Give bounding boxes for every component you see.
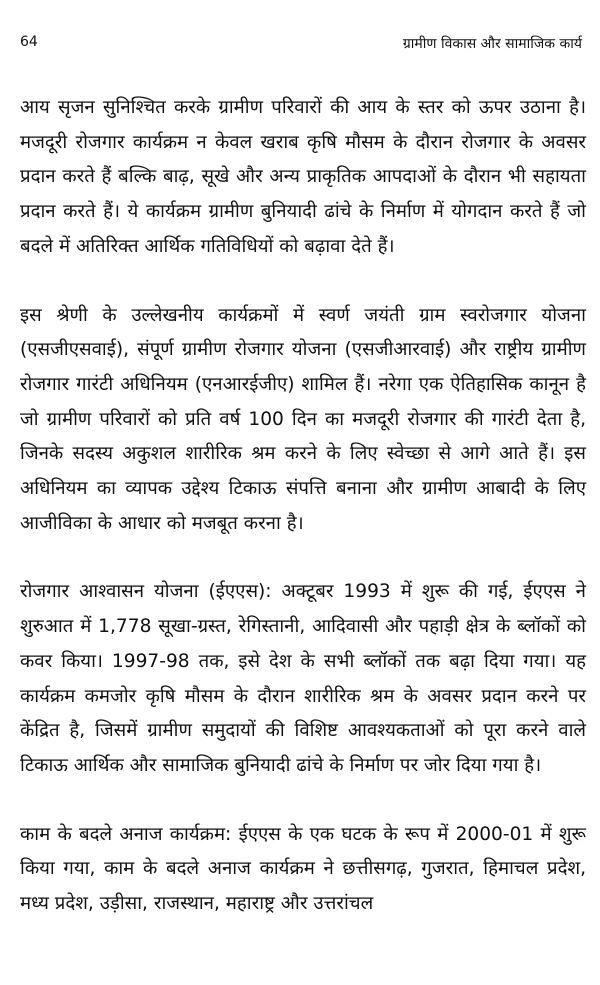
page-number: 64: [20, 34, 38, 50]
body-text: [20, 91, 586, 922]
paragraph-food-for-work: काम के बदले अनाज कार्यक्रम: ईएएस के एक घटक के रूप में 2000-01 में शुरू किया गया, काम के बदले अनाज कार्यक्रम ने छत्तीसगढ़, गुजरात, हिमाचल प्रदेश, मध्य प्रदेश, उड़ीसा, राजस्थान, महाराष्ट्र और उत्तरांचल: [20, 823, 586, 915]
paragraph-wage-employment: आय सृजन सुनिश्चित करके ग्रामीण परिवारों की आय के स्तर को ऊपर उठाना है। मजदूरी रोजगार कार्यक्रम न केवल खराब कृषि मौसम के दौरान रोजगार के अवसर प्रदान करते हैं बल्कि बाढ़, सूखे और अन्य प्राकृतिक आपदाओं के दौरान भी सहायता प्रदान करते हैं। ये कार्यक्रम ग्रामीण बुनियादी ढांचे के निर्माण में योगदान करते हैं जो बदले में अतिरिक्त आर्थिक गतिविधियों को बढ़ावा देते हैं।: [20, 97, 586, 257]
running-head: ग्रामीण विकास और सामाजिक कार्य: [402, 36, 582, 52]
page-header: [20, 34, 582, 54]
paragraph-eas: रोजगार आश्वासन योजना (ईएएस): अक्टूबर 1993 में शुरू की गई, ईएएस ने शुरुआत में 1,778 सूखा-ग्रस्त, रेगिस्तानी, आदिवासी और पहाड़ी क्षेत्र के ब्लॉकों को कवर किया। 1997-98 तक, इसे देश के सभी ब्लॉकों तक बढ़ा दिया गया। यह कार्यक्रम कमजोर कृषि मौसम के दौरान शारीरिक श्रम के अवसर प्रदान करने पर केंद्रित है, जिसमें ग्रामीण समुदायों की विशिष्ट आवश्यकताओं को पूरा करने वाले टिकाऊ आर्थिक और सामाजिक बुनियादी ढांचे के निर्माण पर जोर दिया गया है।: [20, 581, 586, 776]
paragraph-notable-programs: इस श्रेणी के उल्लेखनीय कार्यक्रमों में स्वर्ण जयंती ग्राम स्वरोजगार योजना (एसजीएसवाई), संपूर्ण ग्रामीण रोजगार योजना (एसजीआरवाई) और राष्ट्रीय ग्रामीण रोजगार गारंटी अधिनियम (एनआरईजीए) शामिल हैं। नरेगा एक ऐतिहासिक कानून है जो ग्रामीण परिवारों को प्रति वर्ष 100 दिन का मजदूरी रोजगार की गारंटी देता है, जिनके सदस्य अकुशल शारीरिक श्रम करने के लिए स्वेच्छा से आगे आते हैं। इस अधिनियम का व्यापक उद्देश्य टिकाऊ संपत्ति बनाना और ग्रामीण आबादी के लिए आजीविका के आधार को मजबूत करना है।: [20, 304, 586, 534]
